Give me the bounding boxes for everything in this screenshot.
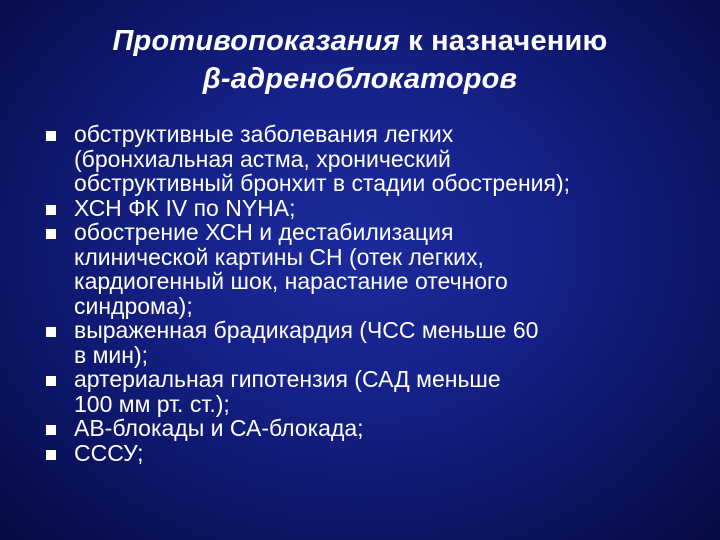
list-item-line: АВ-блокады и СА-блокада; (74, 415, 364, 441)
list-item-line: в мин); (74, 341, 149, 368)
square-bullet-icon (46, 327, 56, 337)
list-item-line: выраженная брадикардия (ЧСС меньше 60 (74, 317, 539, 343)
square-bullet-icon (46, 205, 56, 215)
list-item (46, 196, 696, 221)
title-line-1 (0, 22, 720, 60)
list-item (46, 122, 696, 196)
list-item-line: ХСН ФК IV по NYHA; (74, 194, 296, 221)
list-item (46, 318, 696, 367)
list-item-line: обструктивный бронхит в стадии обострения); (74, 170, 571, 196)
list-item-line: СССУ; (74, 439, 144, 466)
list-item (46, 416, 696, 441)
contraindications-list (46, 122, 696, 465)
square-bullet-icon (46, 131, 56, 141)
square-bullet-icon (46, 229, 56, 239)
title-italic-word: Противопоказания (112, 25, 400, 57)
list-item-line: кардиогенный шок, нарастание отечного (74, 268, 508, 294)
slide-title (0, 22, 720, 98)
list-item-line: синдрома); (74, 292, 193, 319)
square-bullet-icon (46, 376, 56, 386)
list-item (46, 441, 696, 466)
list-item-line: обструктивные заболевания легких (74, 121, 454, 147)
list-item-line: (бронхиальная астма, хронический (74, 145, 451, 172)
square-bullet-icon (46, 450, 56, 460)
list-item-line: обострение ХСН и дестабилизация (74, 219, 454, 245)
list-item-line: 100 мм рт. ст.); (74, 390, 230, 417)
list-item-line: клинической картины СН (отек легких, (74, 243, 484, 270)
list-item (46, 220, 696, 318)
square-bullet-icon (46, 425, 56, 435)
title-line-1-rest: к назначению (399, 25, 608, 57)
list-item (46, 367, 696, 416)
list-item-line: артериальная гипотензия (САД меньше (74, 366, 501, 392)
title-line-2: β-адреноблокаторов (202, 63, 518, 95)
